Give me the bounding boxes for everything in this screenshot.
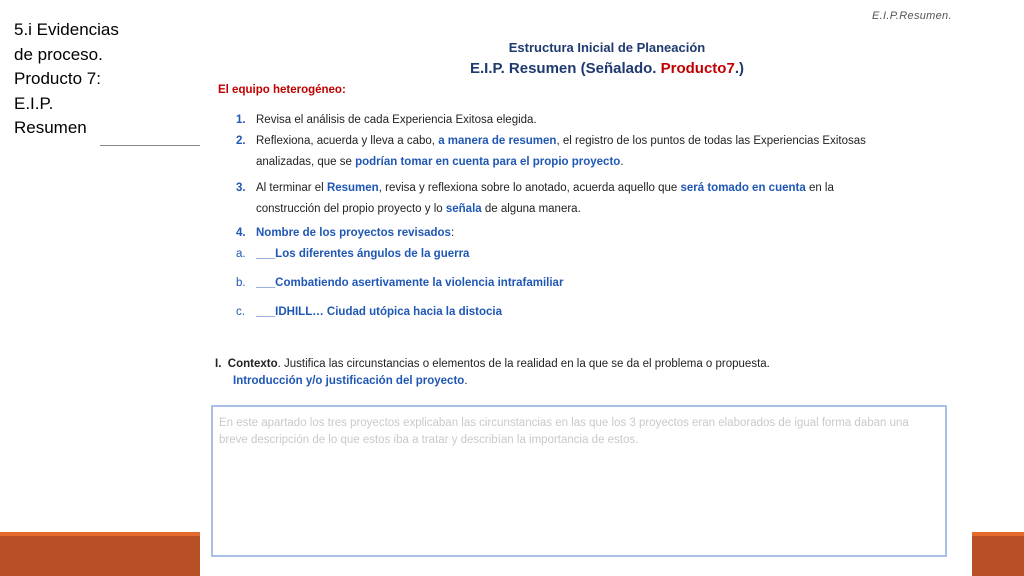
context-subheading: Introducción y/o justificación del proyecto bbox=[233, 375, 465, 387]
project-c bbox=[236, 306, 502, 318]
step-2-text-b: , el registro de los puntos de todas las Experiencias Exitosas bbox=[556, 135, 866, 147]
step-3-text-b: , revisa y reflexiona sobre lo anotado, acuerda aquello que bbox=[378, 182, 681, 194]
step-text: Revisa el análisis de cada Experiencia Exitosa elegida. bbox=[256, 114, 537, 126]
team-heading: El equipo heterogéneo: bbox=[218, 84, 346, 96]
step-4 bbox=[236, 223, 454, 244]
title-divider bbox=[100, 145, 200, 146]
step-number: 2. bbox=[236, 135, 246, 147]
step-4-colon: : bbox=[450, 227, 455, 239]
document-title bbox=[0, 60, 1024, 77]
step-3-text-d: construcción del propio proyecto y lo bbox=[256, 203, 446, 215]
footer-band-right bbox=[972, 536, 1024, 576]
step-3-line-2 bbox=[236, 199, 952, 220]
project-b bbox=[236, 277, 563, 289]
context-line-2 bbox=[215, 373, 770, 390]
context-section bbox=[215, 356, 770, 390]
project-letter: b. bbox=[236, 277, 246, 289]
context-sub-end: . bbox=[464, 375, 468, 387]
document-title-product: Producto7 bbox=[660, 60, 735, 77]
step-4-label: Nombre de los proyectos revisados bbox=[256, 227, 451, 239]
step-3-bold-a: Resumen bbox=[326, 182, 379, 194]
context-number: I. bbox=[215, 358, 222, 370]
project-a bbox=[236, 248, 469, 260]
project-name: ___IDHILL… Ciudad utópica hacia la distocia bbox=[256, 306, 503, 318]
footer-band-left bbox=[0, 536, 200, 576]
slide-title: 5.i Evidencias de proceso. Producto 7: E.I.P. Resumen bbox=[14, 20, 119, 137]
step-2-bold-b: podrían tomar en cuenta para el propio proyecto bbox=[355, 156, 621, 168]
step-2-text-a: Reflexiona, acuerda y lleva a cabo, bbox=[256, 135, 439, 147]
context-text: . Justifica las circunstancias o elementos de la realidad en la que se da el problema o propuesta. bbox=[277, 358, 770, 370]
context-label: Contexto bbox=[227, 358, 278, 370]
step-2-text-c: analizadas, que se bbox=[256, 156, 356, 168]
document-subtitle: Estructura Inicial de Planeación bbox=[508, 40, 706, 55]
step-number: 4. bbox=[236, 227, 246, 239]
step-3-bold-b: será tomado en cuenta bbox=[680, 182, 806, 194]
step-number: 1. bbox=[236, 114, 246, 126]
step-3 bbox=[236, 178, 952, 220]
step-number: 3. bbox=[236, 182, 246, 194]
step-2-line-2 bbox=[236, 152, 952, 173]
step-2-bold-a: a manera de resumen bbox=[438, 135, 557, 147]
context-line-1 bbox=[215, 356, 770, 373]
context-answer-text[interactable]: En este apartado los tres proyectos explicaban las circunstancias en las que los 3 proyectos eran elaborados de igual forma daban una breve descripción de lo que estos iba a tratar y describían la importancia de estos. bbox=[219, 417, 909, 446]
step-1 bbox=[236, 110, 537, 131]
project-letter: c. bbox=[236, 306, 245, 318]
step-2-line-1 bbox=[236, 131, 952, 152]
document-title-part2: .) bbox=[734, 60, 744, 77]
document-title-part1: E.I.P. Resumen (Señalado. bbox=[470, 60, 661, 77]
step-3-text-e: de alguna manera. bbox=[481, 203, 581, 215]
step-2-text-d: . bbox=[620, 156, 624, 168]
project-name: ___Combatiendo asertivamente la violencia intrafamiliar bbox=[256, 277, 564, 289]
step-3-text-c: en la bbox=[805, 182, 834, 194]
step-3-bold-c: señala bbox=[445, 203, 482, 215]
step-2 bbox=[236, 131, 952, 173]
document-tag: E.I.P.Resumen. bbox=[872, 10, 952, 22]
project-letter: a. bbox=[236, 248, 246, 260]
step-3-text-a: Al terminar el bbox=[256, 182, 327, 194]
context-answer-box[interactable] bbox=[211, 405, 947, 557]
step-3-line-1 bbox=[236, 178, 952, 199]
project-name: ___Los diferentes ángulos de la guerra bbox=[256, 248, 470, 260]
